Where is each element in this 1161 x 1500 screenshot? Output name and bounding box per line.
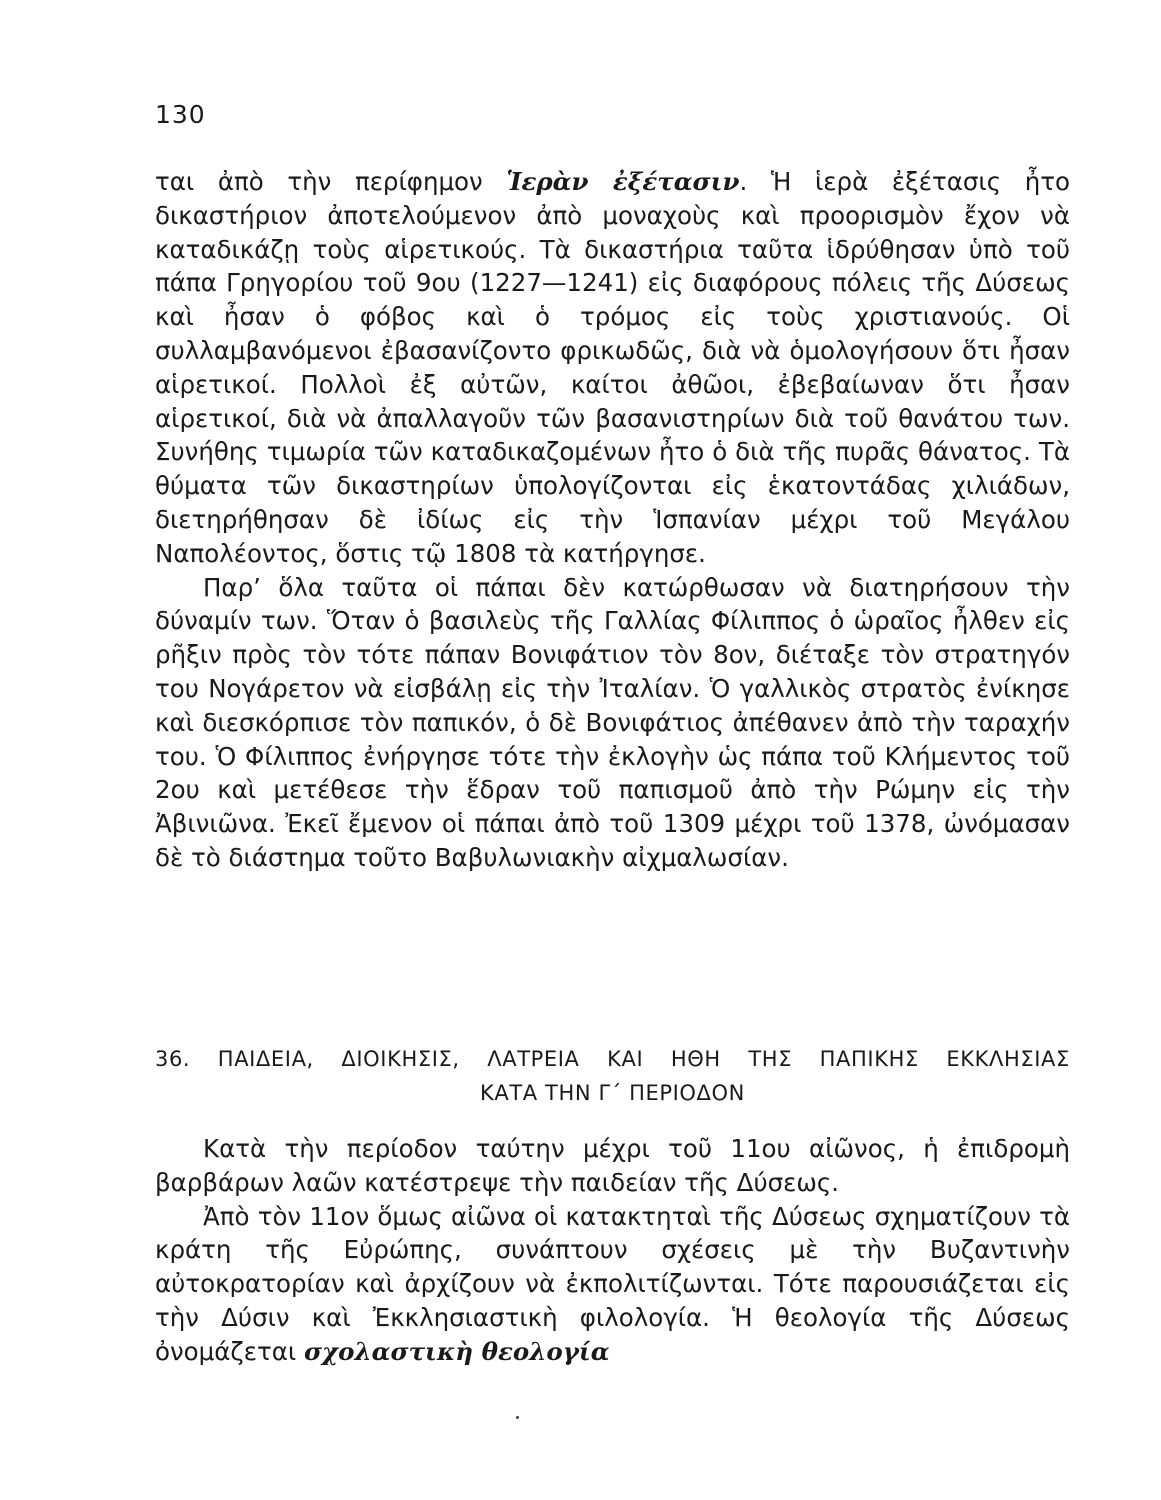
page-number: 130 bbox=[155, 100, 206, 129]
paragraph-scholasticism bbox=[155, 1200, 1070, 1369]
heading-word: ΕΚΚΛΗΣΙΑΣ bbox=[946, 1047, 1070, 1071]
section-heading bbox=[155, 1042, 1070, 1110]
education-section bbox=[155, 1132, 1070, 1369]
paragraph-avignon: Παρ’ ὅλα ταῦτα οἱ πάπαι δὲν κατώρθωσαν νὰ διατηρήσουν τὴν δύναμίν των. Ὅταν ὁ βασιλεὺς τῆς Γαλλίας Φίλιππος ὁ ὡραῖος ἦλθεν εἰς ρῆξιν πρὸς τὸν τότε πάπαν Βονιφάτιον τὸν 8ον, διέταξε τὸν στρατηγόν του Νογάρετον νὰ εἰσβάλῃ εἰς τὴν Ἰταλίαν. Ὁ γαλλικὸς στρατὸς ἐνίκησε καὶ διεσκόρπισε τὸν παπικόν, ὁ δὲ Βονιφάτιος ἀπέθανεν ἀπὸ τὴν ταραχήν του. Ὁ Φίλιππος ἐνήργησε τότε τὴν ἐκλογὴν ὡς πάπα τοῦ Κλήμεντος τοῦ 2ου καὶ μετέθεσε τὴν ἕδραν τοῦ παπισμοῦ ἀπὸ τὴν Ρώμην εἰς τὴν Ἀβινιῶνα. Ἐκεῖ ἔμενον οἱ πάπαι ἀπὸ τοῦ 1309 μέχρι τοῦ 1378, ὠνόμασαν δὲ τὸ διάστημα τοῦτο Βαβυλωνιακὴν αἰχμαλωσίαν. bbox=[155, 572, 1070, 872]
paragraph-text: . Ἡ ἱερὰ ἐξέτασις ἦτο δικαστήριον ἀποτελούμενον ἀπὸ μοναχοὺς καὶ προορισμὸν ἔχον νὰ καταδικάζῃ τοὺς αἱρετικούς. Τὰ δικαστήρια ταῦτα ἱδρύθησαν ὑπὸ τοῦ πάπα Γρηγορίου τοῦ 9ου (1227—1241) εἰς διαφόρους πόλεις τῆς Δύσεως καὶ ἦσαν ὁ φόβος καὶ ὁ τρόμος εἰς τοὺς χριστιανούς. Οἱ συλλαμβανόμενοι ἐβασανίζοντο φρικωδῶς, διὰ νὰ ὁμολογήσουν ὅτι ἦσαν αἱρετικοί. Πολλοὶ ἐξ αὐτῶν, καίτοι ἀθῶοι, ἐβεβαίωναν ὅτι ἦσαν αἱρετικοί, διὰ νὰ ἀπαλλαγοῦν τῶν βασανιστηρίων διὰ τοῦ θανάτου των. Συνήθης τιμωρία τῶν καταδικαζομένων ἦτο ὁ διὰ τῆς πυρᾶς θάνατος. Τὰ θύματα τῶν δικαστηρίων ὑπολογίζονται εἰς ἑκατοντάδας χιλιάδων, διετηρήθησαν δὲ ἰδίως εἰς τὴν Ἱσπανίαν μέχρι τοῦ Μεγάλου Ναπολέοντος, ὅστις τῷ 1808 τὰ κατήργησε. bbox=[155, 167, 1071, 568]
paragraph-invasions: Κατὰ τὴν περίοδον ταύτην μέχρι τοῦ 11ου αἰῶνος, ἡ ἐπιδρομὴ βαρβάρων λαῶν κατέστρεψε τὴν παιδείαν τῆς Δύσεως. bbox=[155, 1134, 1070, 1197]
heading-line-2: ΚΑΤΑ ΤΗΝ Γ΄ ΠΕΡΙΟΔΟΝ bbox=[480, 1081, 745, 1105]
paragraph-inquisition bbox=[155, 165, 1070, 571]
heading-word: ΠΑΙΔΕΙΑ, bbox=[217, 1047, 314, 1071]
heading-line-1 bbox=[155, 1042, 1070, 1076]
inquisition-section bbox=[155, 165, 1070, 875]
scan-speck bbox=[516, 1416, 519, 1419]
emphasized-term: Ἱερὰν ἐξέτασιν bbox=[506, 167, 740, 196]
paragraph-text: Ἀπὸ τὸν 11ον ὅμως αἰῶνα οἱ κατακτηταὶ τῆς Δύσεως σχηματίζουν τὰ κράτη τῆς Εὐρώπης, συνάπτουν σχέσεις μὲ τὴν Βυζαντινὴν αὐτοκρατορίαν καὶ ἀρχίζουν νὰ ἐκπολιτίζωνται. Τότε παρουσιάζεται εἰς τὴν Δύσιν καὶ Ἐκκλησιαστικὴ φιλολογία. Ἡ θεολογία τῆς Δύσεως ὀνομάζεται bbox=[155, 1201, 1070, 1366]
paragraph-text: ται ἀπὸ τὴν περίφημον bbox=[155, 167, 507, 196]
heading-word: ΛΑΤΡΕΙΑ bbox=[487, 1047, 580, 1071]
emphasized-term: σχολαστικὴ θεολογία bbox=[303, 1336, 610, 1366]
heading-word: ΤΗΣ bbox=[748, 1047, 793, 1071]
section-number: 36. bbox=[155, 1047, 191, 1071]
heading-word: ΔΙΟΙΚΗΣΙΣ, bbox=[341, 1047, 460, 1071]
heading-word: ΚΑΙ bbox=[607, 1047, 644, 1071]
heading-word: ΠΑΠΙΚΗΣ bbox=[819, 1047, 919, 1071]
heading-word: ΗΘΗ bbox=[670, 1047, 721, 1071]
